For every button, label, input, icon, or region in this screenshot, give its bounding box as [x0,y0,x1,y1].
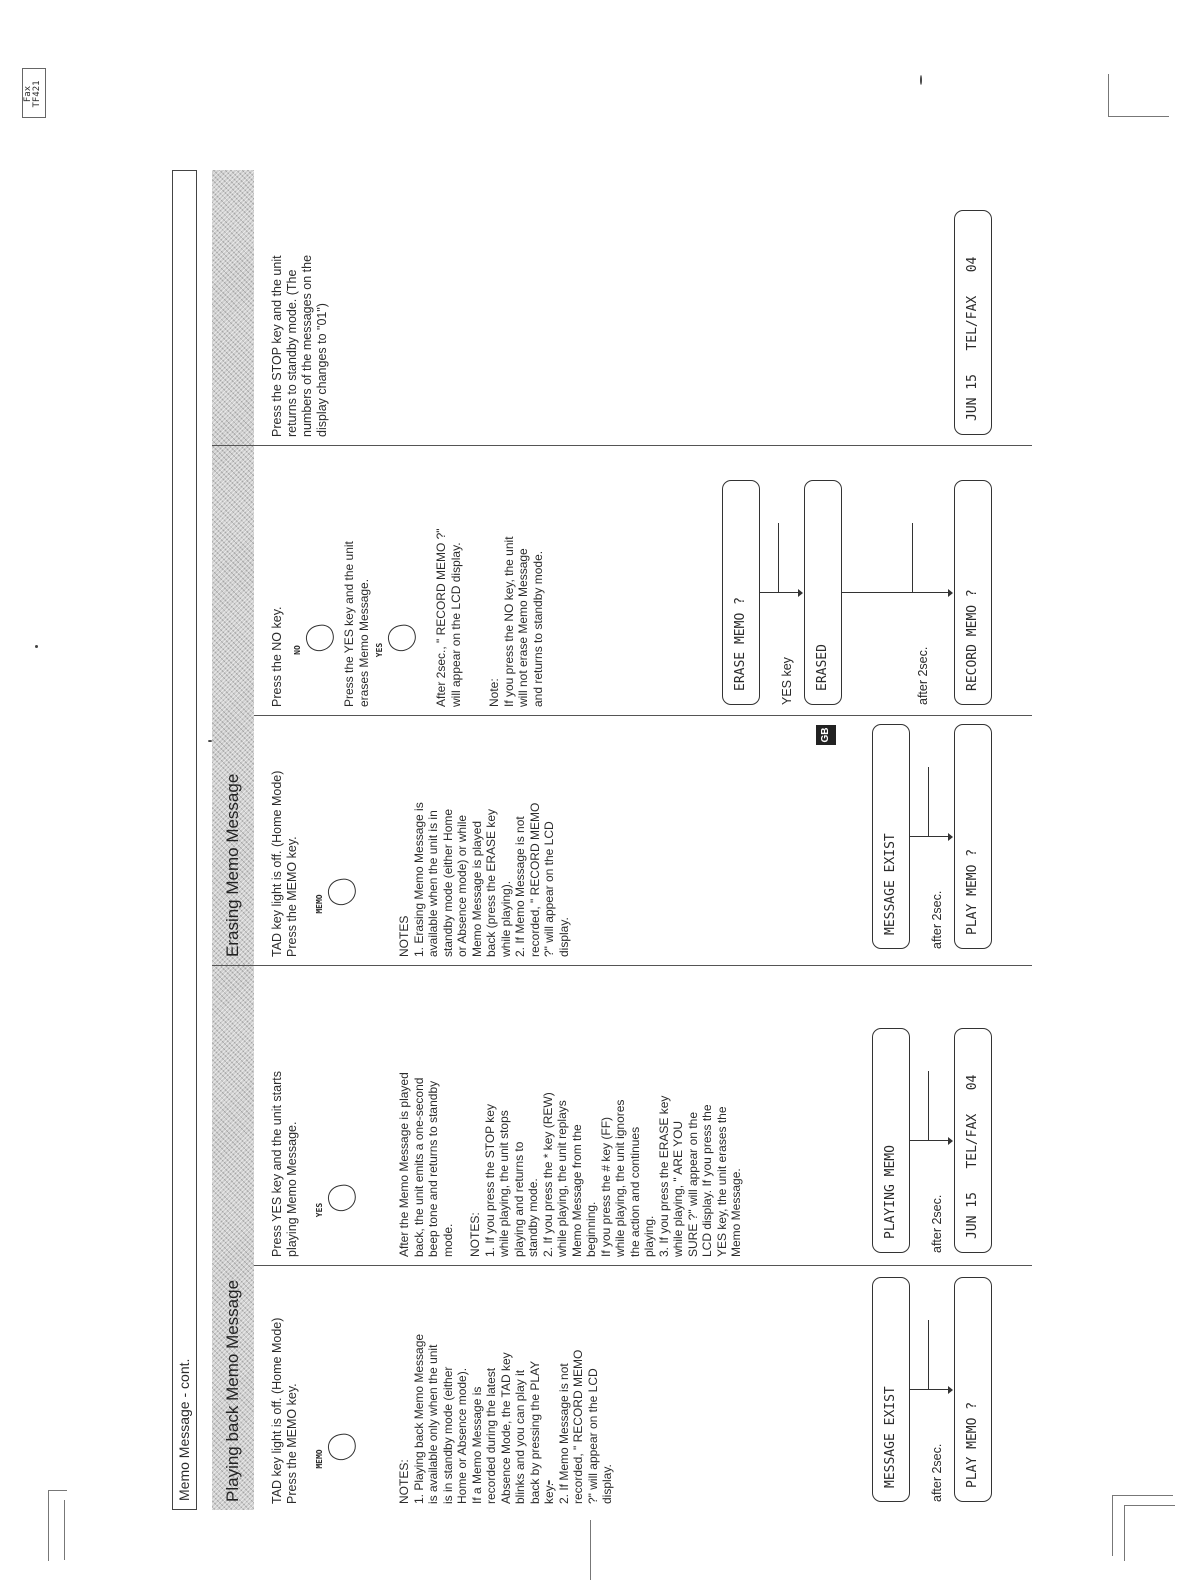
playback-step2-notes: NOTES: 1. If you press the STOP key while playing, the unit stops playing and returns to standby mode. 2. If you press the * key (REW) while playing, the unit replays Memo Message from the beginning. If you press the # key (FF) while playing, the unit ignores the action and continues playing. 3. If you press the ERASE key while playing, " ARE YOU SURE ?" will appear on the LCD display. If you press the YES key, the unit erases the Memo Message. [468,1092,743,1257]
arrow-down-icon [948,1137,953,1145]
after-2sec-label: after 2sec. [930,890,944,949]
flow-tick [928,767,929,837]
yes-key-icon: YES [316,1179,356,1225]
flow-tick [778,523,779,593]
crop-mark-bottom-right-inner [1124,1505,1175,1561]
erasing-step2b-text: Press the YES key and the unit erases Memo Message. [342,541,371,707]
lcd-playing-memo: PLAYING MEMO [872,1028,910,1253]
playback-step1-column [212,1265,1032,1510]
playback-step1-notes: NOTES: 1. Playing back Memo Message is available only when the unit is in standby mode (either Home or Absence mode). If a Memo Message is recorded during the latest Absence Mode, the TAD key blinks and you can play it back by pressing the PLAY key. 2. If Memo Message is not recorded, " RECORD MEMO ?" will appear on the LCD display. [397,1333,614,1504]
scan-speck [920,75,922,85]
erasing-step3-column [212,170,1032,445]
flow-line [842,592,950,593]
after-2sec-label: after 2sec. [930,1194,944,1253]
arrow-down-icon [948,1386,953,1394]
playback-heading: Playing back Memo Message [212,965,254,1510]
yes-key-label: YES key [780,657,794,705]
erasing-step2-paragraph: After 2sec., " RECORD MEMO ?" will appear on the LCD display. [434,528,463,707]
after-2sec-label: after 2sec. [916,646,930,705]
erasing-step2-note: Note: If you press the NO key, the unit will not erase Memo Message and returns to standby mode. [487,536,545,707]
corner-stamp [22,68,46,118]
flow-line [910,1140,950,1141]
corner-stamp-text: Fax TF421 [23,80,42,108]
flow-line [760,592,800,593]
playback-step2-column [212,965,1032,1265]
erasing-step1-column [212,715,1032,965]
memo-key-icon: MEMO [316,1428,356,1474]
lcd-record-memo: RECORD MEMO ? [954,480,992,705]
arrow-down-icon [798,589,803,597]
flow-tick [912,523,913,593]
language-badge: GB [816,725,836,745]
rotated-manual-page [172,170,1032,1510]
lcd-message-exist: MESSAGE EXIST [872,724,910,949]
flow-tick [928,1320,929,1390]
crop-mark-top-right [1108,74,1169,117]
erasing-heading: Erasing Memo Message [212,170,254,965]
section-title: Memo Message - cont. [172,170,197,1510]
lcd-message-exist: MESSAGE EXIST [872,1277,910,1502]
playback-step2-paragraph: After the Memo Message is played back, the unit emits a one-second beep tone and returns to standby mode. [397,1072,455,1257]
after-2sec-label: after 2sec. [930,1443,944,1502]
yes-key-icon: YES [376,619,416,665]
lcd-standby-date: JUN 15 TEL/FAX 04 [954,210,992,435]
erasing-step2-text: Press the NO key. [270,606,284,707]
scan-speck [35,645,38,648]
lcd-play-memo: PLAY MEMO ? [954,724,992,949]
crop-mark-bottom-center [590,1520,592,1580]
lcd-erased: ERASED [804,480,842,705]
lcd-play-memo: PLAY MEMO ? [954,1277,992,1502]
no-key-icon: NO [294,619,334,665]
playback-step1-text: TAD key light is off. (Home Mode) Press the MEMO key. [270,1317,299,1504]
flow-line [910,1389,950,1390]
erasing-step1-notes: NOTES 1. Erasing Memo Message is available when the unit is in standby mode (either Home or Absence mode) or while Memo Message is played back (press the ERASE key while playing). 2. If Memo Message is not recorded, " RECORD MEMO ?" will appear on the LCD display. [397,802,571,957]
arrow-down-icon [948,833,953,841]
crop-mark-bottom-left-inner [64,1500,66,1560]
erasing-step1-text: TAD key light is off. (Home Mode) Press the MEMO key. [270,770,299,957]
erasing-step3-text: Press the STOP key and the unit returns to standby mode. (The numbers of the messages on the display changes to "01") [270,254,329,437]
flow-tick [928,1071,929,1141]
steps-row [212,170,1032,1510]
lcd-erase-memo: ERASE MEMO ? [722,480,760,705]
playback-step2-text: Press YES key and the unit starts playing Memo Message. [270,1071,299,1257]
memo-key-icon: MEMO [316,873,356,919]
lcd-standby-date: JUN 15 TEL/FAX 04 [954,1028,992,1253]
arrow-down-icon [948,589,953,597]
flow-line [910,836,950,837]
erasing-step2-column [212,445,1032,715]
